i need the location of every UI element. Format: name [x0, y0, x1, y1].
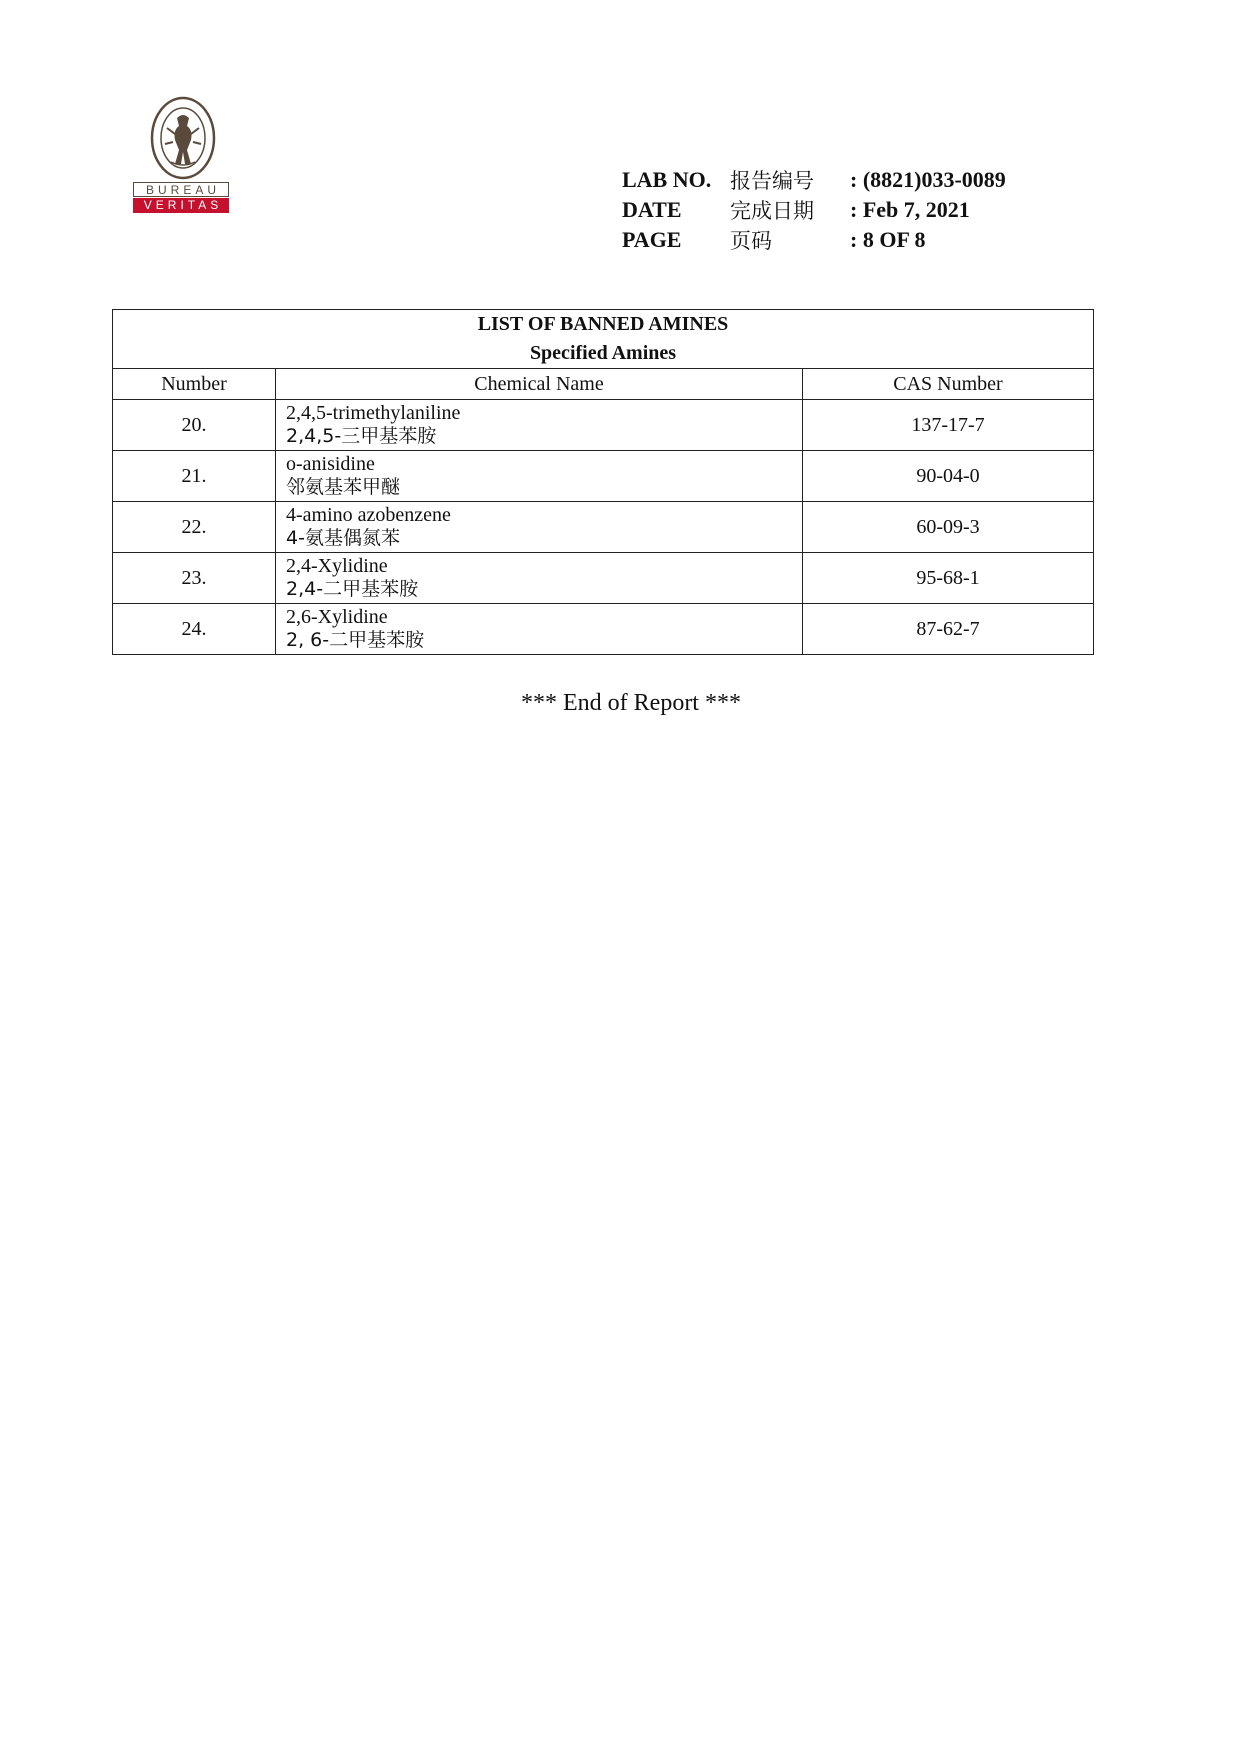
chemical-name-cn: 4-氨基偶氮苯 — [286, 527, 400, 549]
row-number: 23. — [113, 553, 276, 604]
table-title-cell — [113, 310, 1094, 369]
row-chemical-name — [276, 553, 803, 604]
row-number: 24. — [113, 604, 276, 655]
row-number: 21. — [113, 451, 276, 502]
logo-word-veritas: VERITAS — [133, 198, 229, 213]
bureau-veritas-seal-icon — [133, 96, 233, 180]
header-label-cn: 页码 — [730, 229, 772, 253]
chemical-name-cn: 2, 6-二甲基苯胺 — [286, 629, 425, 651]
table-title-row — [113, 310, 1094, 369]
chemical-name-en: 2,4,5-trimethylaniline — [286, 402, 461, 424]
chemical-name-cn: 邻氨基苯甲醚 — [286, 476, 401, 498]
row-cas-number: 60-09-3 — [803, 502, 1094, 553]
row-chemical-name — [276, 604, 803, 655]
bureau-veritas-logo — [133, 96, 233, 213]
header-value: : 8 OF 8 — [850, 227, 926, 252]
table-row — [113, 451, 1094, 502]
row-chemical-name — [276, 400, 803, 451]
row-number: 20. — [113, 400, 276, 451]
row-cas-number: 87-62-7 — [803, 604, 1094, 655]
table-subtitle: Specified Amines — [529, 342, 677, 364]
row-chemical-name — [276, 451, 803, 502]
header-row-lab-no — [622, 165, 1006, 195]
chemical-name-en: o-anisidine — [286, 453, 375, 475]
header-label: LAB NO. — [622, 167, 712, 192]
report-header — [622, 165, 1006, 255]
header-label-cn: 报告编号 — [730, 169, 814, 193]
row-cas-number: 90-04-0 — [803, 451, 1094, 502]
column-header-cas-number: CAS Number — [803, 369, 1094, 400]
column-header-row — [113, 369, 1094, 400]
column-header-chemical-name: Chemical Name — [276, 369, 803, 400]
table-title: LIST OF BANNED AMINES — [477, 313, 729, 335]
table-row — [113, 604, 1094, 655]
row-chemical-name — [276, 502, 803, 553]
header-label: DATE — [622, 197, 682, 222]
chemical-name-en: 2,4-Xylidine — [286, 555, 388, 577]
table-row — [113, 400, 1094, 451]
header-row-page — [622, 225, 1006, 255]
header-row-date — [622, 195, 1006, 225]
table-row — [113, 553, 1094, 604]
logo-word-bureau: BUREAU — [133, 182, 229, 197]
row-cas-number: 95-68-1 — [803, 553, 1094, 604]
header-label-cn: 完成日期 — [730, 199, 814, 223]
banned-amines-table — [112, 309, 1094, 655]
table-row — [113, 502, 1094, 553]
chemical-name-cn: 2,4-二甲基苯胺 — [286, 578, 419, 600]
header-label: PAGE — [622, 227, 682, 252]
column-header-number: Number — [113, 369, 276, 400]
chemical-name-en: 2,6-Xylidine — [286, 606, 388, 628]
row-number: 22. — [113, 502, 276, 553]
end-of-report: *** End of Report *** — [521, 690, 741, 716]
chemical-name-cn: 2,4,5-三甲基苯胺 — [286, 425, 437, 447]
chemical-name-en: 4-amino azobenzene — [286, 504, 451, 526]
header-value: : (8821)033-0089 — [850, 167, 1006, 192]
row-cas-number: 137-17-7 — [803, 400, 1094, 451]
header-value: : Feb 7, 2021 — [850, 197, 970, 222]
